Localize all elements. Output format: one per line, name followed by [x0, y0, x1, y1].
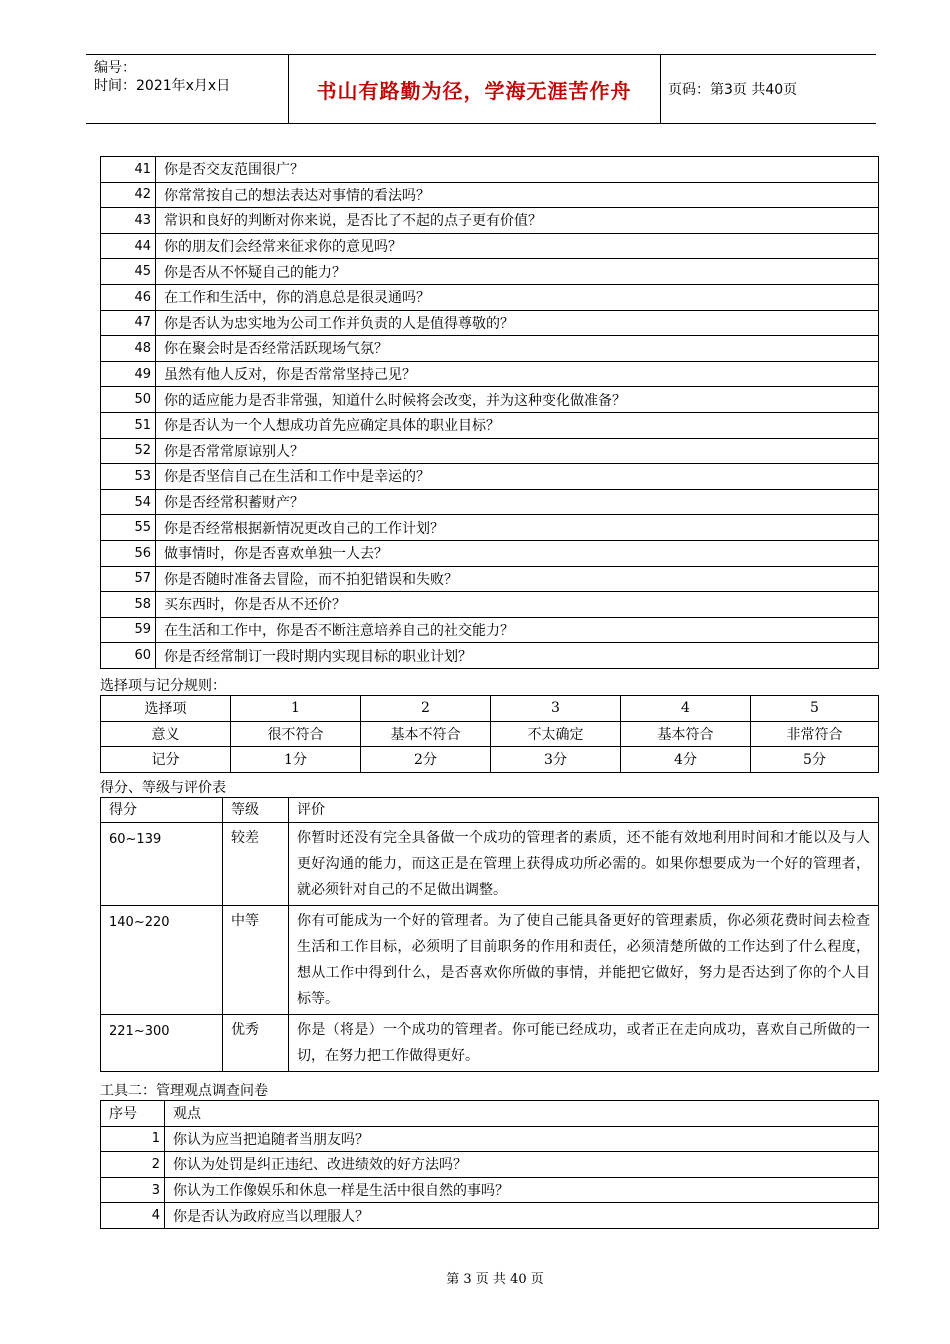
- score-level: 优秀: [223, 1015, 289, 1072]
- header-page-label: 页码：第3页 共40页: [668, 82, 798, 98]
- question-number: 56: [101, 540, 156, 566]
- rules-cell: 5分: [751, 747, 879, 773]
- question-text: 你是否经常积蓄财产？: [156, 489, 879, 515]
- question-text: 你在聚会时是否经常活跃现场气氛？: [156, 336, 879, 362]
- evaluation-header: 评价: [289, 798, 879, 823]
- question-row: [101, 515, 879, 541]
- rules-cell: 2: [361, 696, 491, 722]
- header-meta: [94, 59, 230, 95]
- score-level: 较差: [223, 823, 289, 906]
- evaluation-header-row: [101, 798, 879, 823]
- question-number: 46: [101, 284, 156, 310]
- question-text: 你是否从不怀疑自己的能力？: [156, 259, 879, 285]
- time-label: 时间：2021年x月x日: [94, 78, 231, 94]
- tool-number: 1: [101, 1126, 165, 1152]
- score-description: 你有可能成为一个好的管理者。为了使自己能具备更好的管理素质，你必须花费时间去检查生活和工作目标，必须明了目前职务的作用和责任，必须清楚所做的工作达到了什么程度，想从工作中得到什么，是否喜欢你所做的事情，并能把它做好，努力是否达到了你的个人目标等。: [289, 906, 879, 1015]
- question-number: 49: [101, 361, 156, 387]
- question-number: 42: [101, 182, 156, 208]
- question-text: 在工作和生活中，你的消息总是很灵通吗？: [156, 284, 879, 310]
- score-range: 221~300: [101, 1015, 223, 1072]
- score-range: 60~139: [101, 823, 223, 906]
- question-number: 59: [101, 617, 156, 643]
- tool-header: 观点: [165, 1101, 879, 1127]
- rules-cell: 3分: [491, 747, 621, 773]
- rules-cell: 4分: [621, 747, 751, 773]
- question-number: 58: [101, 592, 156, 618]
- question-number: 52: [101, 438, 156, 464]
- question-row: [101, 566, 879, 592]
- question-number: 43: [101, 208, 156, 234]
- question-row: [101, 387, 879, 413]
- question-text: 常识和良好的判断对你来说，是否比了不起的点子更有价值？: [156, 208, 879, 234]
- rules-caption: 选择项与记分规则：: [100, 678, 226, 694]
- tool-text: 你认为处罚是纠正违纪、改进绩效的好方法吗？: [165, 1152, 879, 1178]
- question-text: 你是否随时准备去冒险，而不拍犯错误和失败？: [156, 566, 879, 592]
- question-text: 在生活和工作中，你是否不断注意培养自己的社交能力？: [156, 617, 879, 643]
- question-row: [101, 259, 879, 285]
- tool-row: [101, 1203, 879, 1229]
- question-text: 虽然有他人反对，你是否常常坚持己见？: [156, 361, 879, 387]
- tool-number: 3: [101, 1177, 165, 1203]
- question-number: 60: [101, 643, 156, 669]
- question-number: 44: [101, 233, 156, 259]
- rules-row: [101, 721, 879, 747]
- rules-cell: 记分: [101, 747, 231, 773]
- tool-text: 你认为应当把追随者当朋友吗？: [165, 1126, 879, 1152]
- question-text: 做事情时，你是否喜欢单独一人去？: [156, 540, 879, 566]
- tool-table: [100, 1100, 879, 1229]
- question-text: 你是否经常制订一段时期内实现目标的职业计划？: [156, 643, 879, 669]
- page-footer: 第 3 页 共 40 页: [446, 1272, 544, 1287]
- tool-text: 你认为工作像娱乐和休息一样是生活中很自然的事吗？: [165, 1177, 879, 1203]
- header-divider: [660, 55, 661, 123]
- score-level: 中等: [223, 906, 289, 1015]
- tool-number: 2: [101, 1152, 165, 1178]
- question-text: 你是否坚信自己在生活和工作中是幸运的？: [156, 464, 879, 490]
- question-row: [101, 438, 879, 464]
- question-number: 45: [101, 259, 156, 285]
- rules-cell: 5: [751, 696, 879, 722]
- question-number: 47: [101, 310, 156, 336]
- tool-row: [101, 1126, 879, 1152]
- question-row: [101, 182, 879, 208]
- rules-cell: 基本不符合: [361, 721, 491, 747]
- rules-cell: 2分: [361, 747, 491, 773]
- question-row: [101, 489, 879, 515]
- tool-header-row: [101, 1101, 879, 1127]
- score-description: 你是（将是）一个成功的管理者。你可能已经成功，或者正在走向成功，喜欢自己所做的一切，在努力把工作做得更好。: [289, 1015, 879, 1072]
- question-text: 你常常按自己的想法表达对事情的看法吗？: [156, 182, 879, 208]
- question-row: [101, 412, 879, 438]
- rules-row: [101, 696, 879, 722]
- question-row: [101, 310, 879, 336]
- question-number: 50: [101, 387, 156, 413]
- evaluation-caption: 得分、等级与评价表: [100, 780, 226, 796]
- question-number: 51: [101, 412, 156, 438]
- evaluation-header: 得分: [101, 798, 223, 823]
- tool-number: 4: [101, 1203, 165, 1229]
- evaluation-row: [101, 1015, 879, 1072]
- evaluation-row: [101, 823, 879, 906]
- evaluation-row: [101, 906, 879, 1015]
- code-label: 编号：: [94, 60, 136, 76]
- score-range: 140~220: [101, 906, 223, 1015]
- tool-row: [101, 1177, 879, 1203]
- question-number: 48: [101, 336, 156, 362]
- question-text: 你是否经常根据新情况更改自己的工作计划？: [156, 515, 879, 541]
- rules-cell: 4: [621, 696, 751, 722]
- question-row: [101, 233, 879, 259]
- question-number: 53: [101, 464, 156, 490]
- question-text: 买东西时，你是否从不还价？: [156, 592, 879, 618]
- rules-cell: 1: [231, 696, 361, 722]
- question-number: 55: [101, 515, 156, 541]
- page-header: [86, 54, 876, 124]
- tool-row: [101, 1152, 879, 1178]
- rules-cell: 不太确定: [491, 721, 621, 747]
- rules-cell: 很不符合: [231, 721, 361, 747]
- question-text: 你的朋友们会经常来征求你的意见吗？: [156, 233, 879, 259]
- header-motto: 书山有路勤为径，学海无涯苦作舟: [316, 78, 632, 103]
- question-number: 54: [101, 489, 156, 515]
- question-row: [101, 157, 879, 183]
- question-row: [101, 592, 879, 618]
- rules-cell: 3: [491, 696, 621, 722]
- evaluation-header: 等级: [223, 798, 289, 823]
- scoring-rules-table: [100, 695, 879, 773]
- score-description: 你暂时还没有完全具备做一个成功的管理者的素质，还不能有效地利用时间和才能以及与人更好沟通的能力，而这正是在管理上获得成功所必需的。如果你想要成为一个好的管理者，就必须针对自己的不足做出调整。: [289, 823, 879, 906]
- question-row: [101, 464, 879, 490]
- question-text: 你是否认为一个人想成功首先应确定具体的职业目标？: [156, 412, 879, 438]
- question-text: 你是否常常原谅别人？: [156, 438, 879, 464]
- rules-row: [101, 747, 879, 773]
- question-row: [101, 643, 879, 669]
- evaluation-table: [100, 797, 879, 1072]
- rules-cell: 基本符合: [621, 721, 751, 747]
- question-text: 你的适应能力是否非常强，知道什么时候将会改变，并为这种变化做准备？: [156, 387, 879, 413]
- rules-cell: 意义: [101, 721, 231, 747]
- tool-text: 你是否认为政府应当以理服人？: [165, 1203, 879, 1229]
- question-number: 57: [101, 566, 156, 592]
- question-number: 41: [101, 157, 156, 183]
- questions-table: [100, 156, 879, 669]
- question-row: [101, 336, 879, 362]
- question-row: [101, 284, 879, 310]
- rules-cell: 非常符合: [751, 721, 879, 747]
- question-row: [101, 208, 879, 234]
- question-text: 你是否认为忠实地为公司工作并负责的人是值得尊敬的？: [156, 310, 879, 336]
- rules-cell: 1分: [231, 747, 361, 773]
- rules-cell: 选择项: [101, 696, 231, 722]
- question-text: 你是否交友范围很广？: [156, 157, 879, 183]
- question-row: [101, 617, 879, 643]
- question-row: [101, 361, 879, 387]
- question-row: [101, 540, 879, 566]
- tool-header: 序号: [101, 1101, 165, 1127]
- tool-caption: 工具二：管理观点调查问卷: [100, 1083, 268, 1099]
